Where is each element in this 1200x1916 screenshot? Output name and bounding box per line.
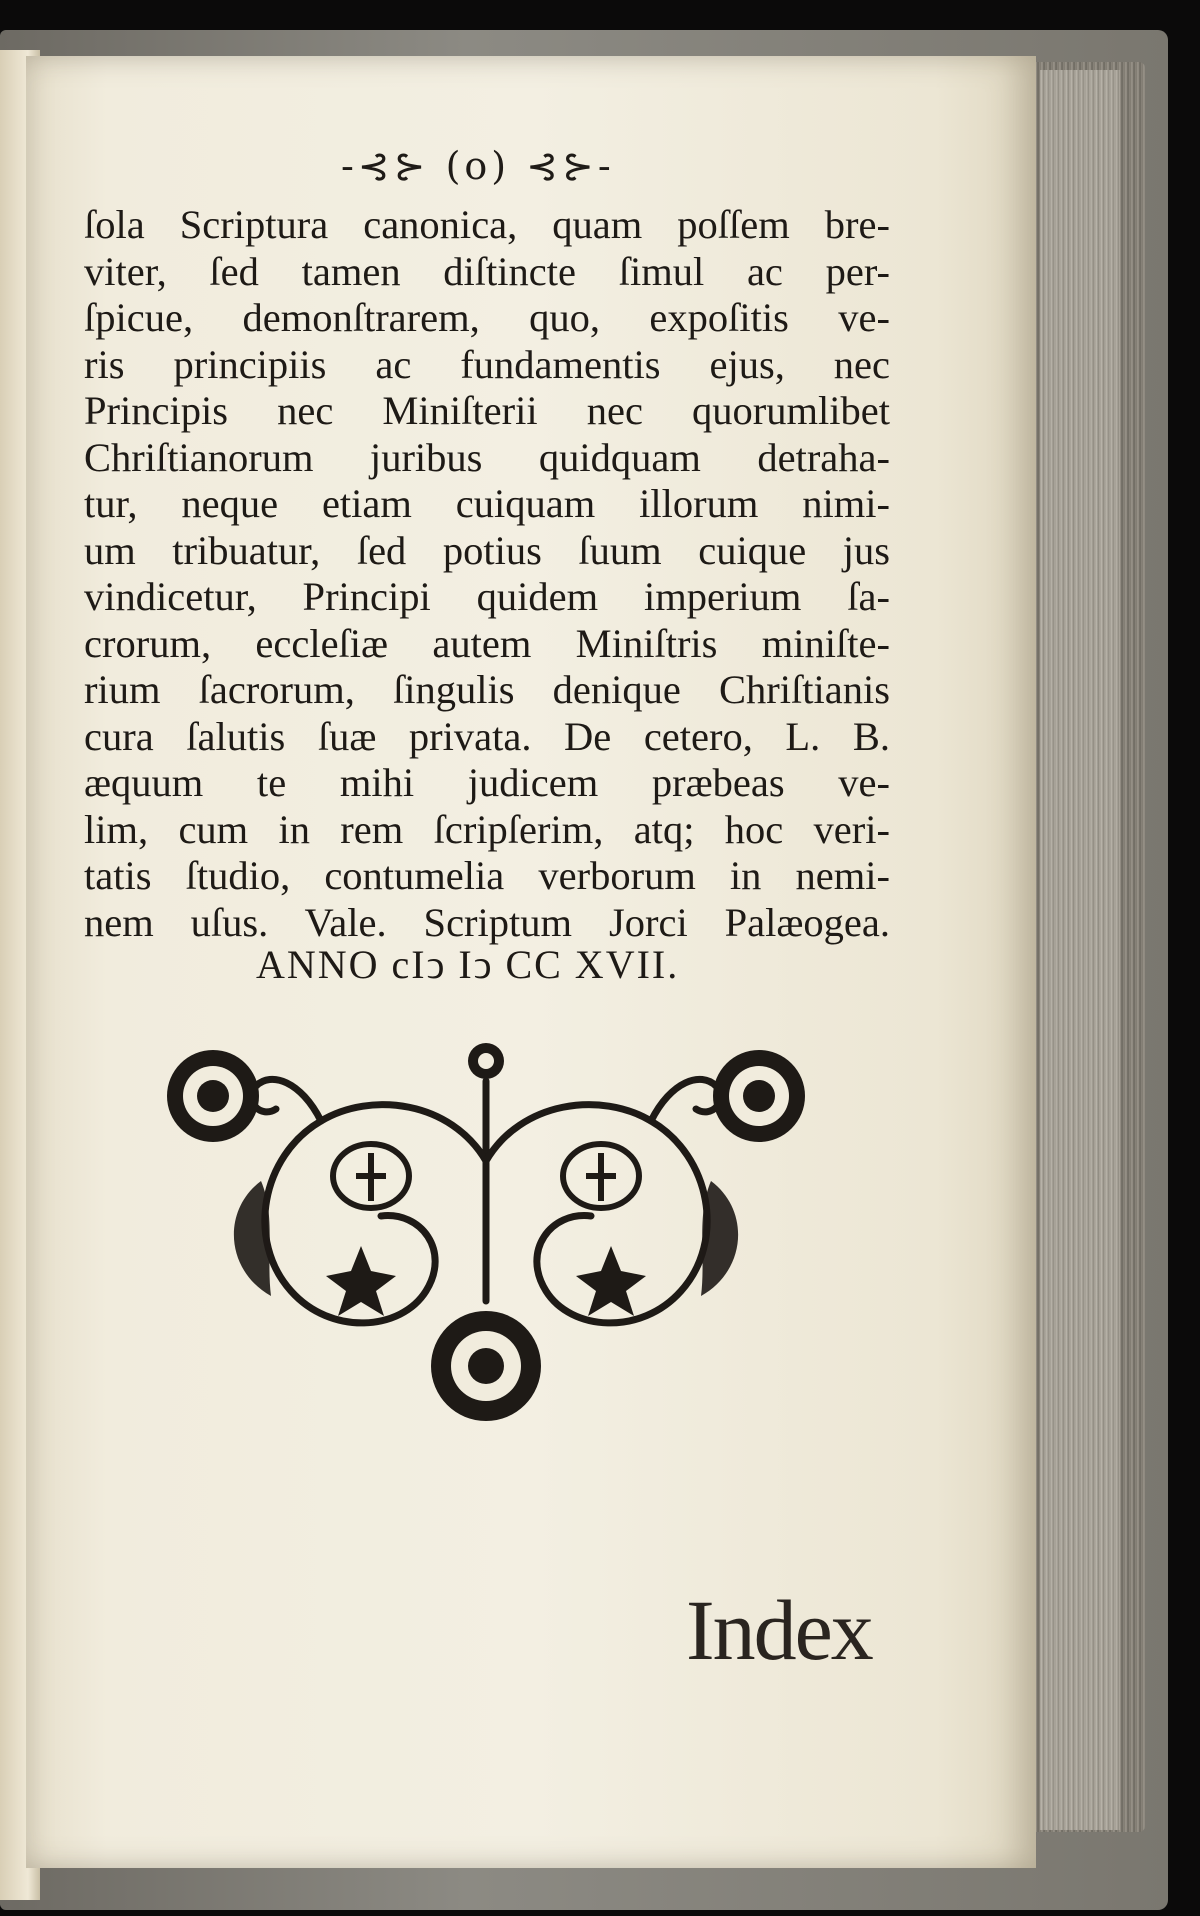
text-line: viter, ſed tamen diſtincte ſimul ac per- [84,248,890,294]
text-line: lim, cum in rem ſcripſerim, atq; hoc veri- [84,806,890,852]
text-line: tur, neque etiam cuiquam illorum nimi- [84,481,890,526]
text-line: rium ſacrorum, ſingulis denique Chriſtianis [84,667,890,712]
body-text [84,202,890,946]
text-line: nem uſus. Vale. Scriptum Jorci Palæogea. [84,899,890,945]
text-line: ris principiis ac fundamentis ejus, nec [84,341,890,387]
text-line: Chriſtianorum juribus quidquam detraha- [84,434,890,480]
text-line: um tribuatur, ſed potius ſuum cuique jus [84,527,890,573]
header-ornament: -⊰⊱ (o) ⊰⊱- [341,144,615,188]
catchword: Index [686,1582,872,1678]
text-line: Principis nec Miniſterii nec quorumlibet [84,388,890,433]
text-line: vindicetur, Principi quidem imperium ſa- [84,574,890,619]
text-line: tatis ſtudio, contumelia verborum in nemi- [84,853,890,898]
text-line: ſola Scriptura canonica, quam poſſem bre- [84,202,890,247]
publication-year: ANNO cIↄ Iↄ CC XVII. [256,942,680,987]
text-line: cura ſalutis ſuæ privata. De cetero, L. B. [84,713,890,759]
book-page [26,56,1036,1868]
floral-woodcut-tailpiece-icon [151,1041,821,1441]
text-line: ſpicue, demonſtrarem, quo, expoſitis ve- [84,295,890,340]
page-edges-inner [1040,70,1120,1830]
text-line: crorum, eccleſiæ autem Miniſtris miniſte- [84,620,890,666]
text-line: æquum te mihi judicem præbeas ve- [84,760,890,805]
